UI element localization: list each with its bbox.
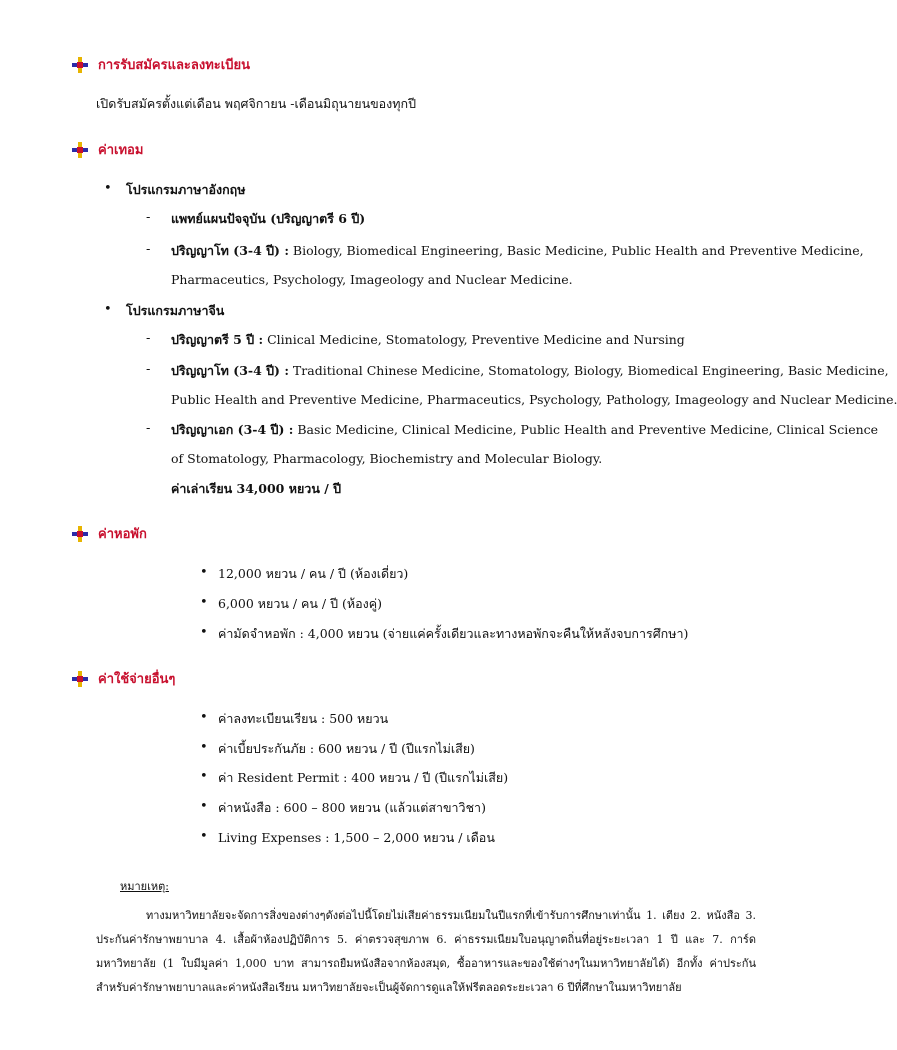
dorm-item: 6,000 หยวน / คน / ปี (ห้องคู่) — [218, 596, 382, 611]
bullet-dot-icon: • — [104, 181, 112, 196]
chinese-item-2-cont: Public Health and Preventive Medicine, Pharmaceutics, Psychology, Pathology, Imageology and Nuclear Medicine. — [171, 392, 897, 407]
chinese-item-1: ปริญญาตรี 5 ปี : Clinical Medicine, Stomatology, Preventive Medicine and Nursing — [171, 332, 685, 347]
section-dormitory-heading — [72, 523, 147, 544]
bullet-dot-icon: • — [104, 302, 112, 317]
english-item-2-cont: Pharmaceutics, Psychology, Imageology and Nuclear Medicine. — [171, 272, 573, 287]
bullet-dot-icon: • — [200, 829, 208, 844]
note-paragraph — [96, 904, 756, 1000]
dash-icon: - — [146, 331, 151, 346]
english-item-2: ปริญญาโท (3-4 ปี) : Biology, Biomedical Engineering, Basic Medicine, Public Health and Preventive Medicine, — [171, 243, 864, 258]
dorm-item: ค่ามัดจำหอพัก : 4,000 หยวน (จ่ายแค่ครั้งเดียวและทางหอพักจะคืนให้หลังจบการศึกษา) — [218, 626, 689, 641]
section-tuition-heading — [72, 139, 143, 160]
dash-icon: - — [146, 210, 151, 225]
chinese-item-3: ปริญญาเอก (3-4 ปี) : Basic Medicine, Clinical Medicine, Public Health and Preventive Medicine, Clinical Science — [171, 422, 879, 437]
cross-bullet-icon — [72, 671, 88, 687]
section-title: ค่าหอพัก — [98, 527, 147, 542]
chinese-item-2: ปริญญาโท (3-4 ปี) : Traditional Chinese Medicine, Stomatology, Biology, Biomedical Engineering, Basic Medicine, — [171, 363, 889, 378]
section-title: ค่าใช้จ่ายอื่นๆ — [98, 672, 176, 687]
bullet-dot-icon: • — [200, 799, 208, 814]
bullet-dot-icon: • — [200, 769, 208, 784]
section-other-heading — [72, 668, 175, 689]
section-title: การรับสมัครและลงทะเบียน — [98, 58, 250, 73]
cross-bullet-icon — [72, 57, 88, 73]
note-label: หมายเหตุ: — [120, 880, 169, 893]
bullet-dot-icon: • — [200, 710, 208, 725]
english-program-label: โปรแกรมภาษาอังกฤษ — [126, 182, 246, 197]
bullet-dot-icon: • — [200, 625, 208, 640]
section-registration-heading — [72, 54, 250, 75]
other-item: Living Expenses : 1,500 – 2,000 หยวน / เดือน — [218, 830, 495, 845]
dash-icon: - — [146, 421, 151, 436]
bullet-dot-icon: • — [200, 565, 208, 580]
note-text: ทางมหาวิทยาลัยจะจัดการสิ่งของต่างๆดังต่อไปนี้โดยไม่เสียค่าธรรมเนียมในปีแรกที่เข้ารับการศึกษาเท่านั้น 1. เตียง 2. หนังสือ 3. ประกันค่ารักษาพยาบาล 4. เสื้อผ้าห้องปฏิบัติการ 5. ค่าตรวจสุขภาพ 6. ค่าธรรมเนียมใบอนุญาตถิ่นที่อยู่ระยะเวลา 1 ปี และ 7. การ์ดมหาวิทยาลัย (1 ใบมีมูลค่า 1,000 บาท สามารถยืมหนังสือจากห้องสมุด, ซื้ออาหารและของใช้ต่างๆในมหาวิทยาลัยได้) อีกทั้ง ค่าประกันสำหรับค่ารักษาพยาบาลและค่าหนังสือเรียน มหาวิทยาลัยจะเป็นผู้จัดการดูแลให้ฟรีตลอดระยะเวลา 6 ปีที่ศึกษาในมหาวิทยาลัย — [96, 909, 756, 994]
section-title: ค่าเทอม — [98, 143, 144, 158]
registration-text: เปิดรับสมัครตั้งแต่เดือน พฤศจิกายน -เดือนมิถุนายนของทุกปี — [96, 96, 417, 111]
dash-icon: - — [146, 362, 151, 377]
dorm-item: 12,000 หยวน / คน / ปี (ห้องเดี่ยว) — [218, 566, 409, 581]
other-item: ค่า Resident Permit : 400 หยวน / ปี (ปีแรกไม่เสีย) — [218, 770, 509, 785]
bullet-dot-icon: • — [200, 740, 208, 755]
cross-bullet-icon — [72, 526, 88, 542]
dash-icon: - — [146, 242, 151, 257]
other-item: ค่าลงทะเบียนเรียน : 500 หยวน — [218, 711, 389, 726]
cross-bullet-icon — [72, 142, 88, 158]
chinese-item-3-cont: of Stomatology, Pharmacology, Biochemistry and Molecular Biology. — [171, 451, 603, 466]
chinese-program-label: โปรแกรมภาษาจีน — [126, 303, 225, 318]
tuition-fee: ค่าเล่าเรียน 34,000 หยวน / ปี — [171, 481, 342, 496]
other-item: ค่าเบี้ยประกันภัย : 600 หยวน / ปี (ปีแรกไม่เสีย) — [218, 741, 475, 756]
english-item-1: แพทย์แผนปัจจุบัน (ปริญญาตรี 6 ปี) — [171, 211, 366, 226]
bullet-dot-icon: • — [200, 595, 208, 610]
other-item: ค่าหนังสือ : 600 – 800 หยวน (แล้วแต่สาขาวิชา) — [218, 800, 486, 815]
